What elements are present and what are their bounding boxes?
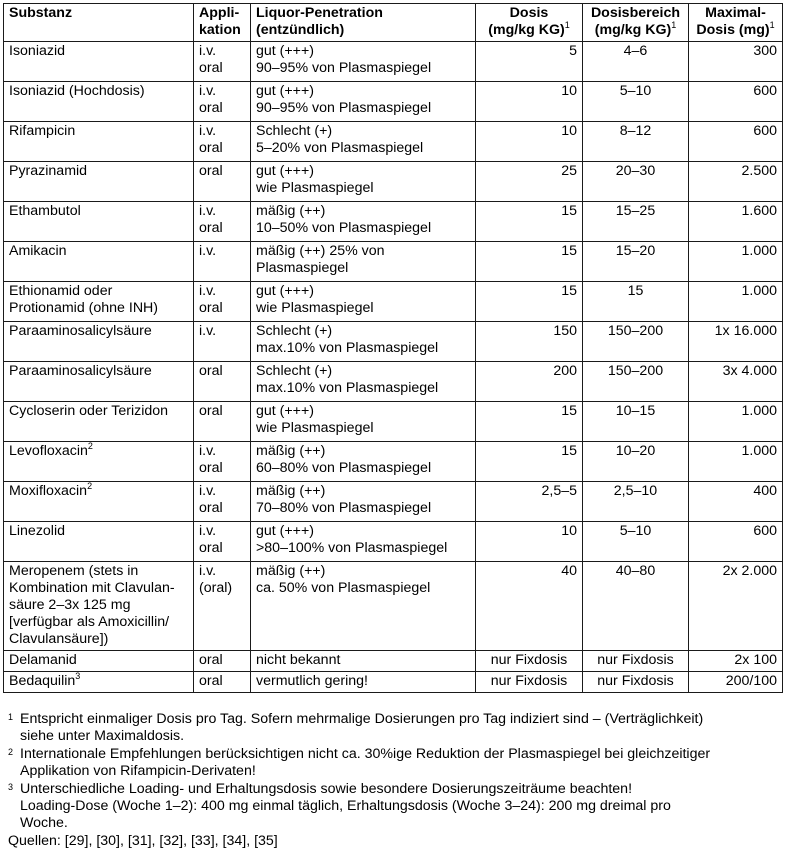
cell-applikation: i.v. <box>194 322 251 362</box>
cell-dosis: 15 <box>476 442 583 482</box>
cell-liquor-penetration: gut (+++) >80–100% von Plasmaspiegel <box>251 522 476 562</box>
cell-substanz: Amikacin <box>4 242 194 282</box>
cell-dosisbereich: 10–20 <box>583 442 689 482</box>
cell-substanz: Meropenem (stets in Kombination mit Clavulan- säure 2–3x 125 mg [verfügbar als Amoxicillin/ Clavulansäure]) <box>4 562 194 651</box>
cell-dosis: 10 <box>476 122 583 162</box>
cell-applikation: i.v. oral <box>194 82 251 122</box>
sources-line: Quellen: [29], [30], [31], [32], [33], [34], [35] <box>8 833 278 849</box>
table-row <box>4 82 783 122</box>
cell-dosisbereich: 5–10 <box>583 82 689 122</box>
cell-liquor-penetration: nicht bekannt <box>251 651 476 672</box>
table-row <box>4 651 783 672</box>
cell-applikation: i.v. <box>194 242 251 282</box>
footnote-ref: 1 <box>564 20 570 30</box>
cell-dosisbereich: 2,5–10 <box>583 482 689 522</box>
cell-liquor-penetration: gut (+++) 90–95% von Plasmaspiegel <box>251 42 476 82</box>
footnote-ref: 1 <box>671 20 677 30</box>
header-dosisbereich: Dosisbereich (mg/kg KG)$^1$ <box>583 4 689 42</box>
table-row <box>4 362 783 402</box>
cell-applikation: i.v. oral <box>194 42 251 82</box>
dosage-table <box>3 3 783 693</box>
cell-dosis: nur Fixdosis <box>476 651 583 672</box>
table-row <box>4 42 783 82</box>
cell-dosis: 15 <box>476 282 583 322</box>
cell-liquor-penetration: Schlecht (+) max.10% von Plasmaspiegel <box>251 322 476 362</box>
cell-substanz: Isoniazid <box>4 42 194 82</box>
cell-applikation: oral <box>194 651 251 672</box>
cell-applikation: i.v. oral <box>194 482 251 522</box>
footnote-ref: 1 <box>769 20 775 30</box>
cell-substanz: Ethionamid oder Protionamid (ohne INH) <box>4 282 194 322</box>
table-row <box>4 322 783 362</box>
cell-dosisbereich: 20–30 <box>583 162 689 202</box>
cell-substanz: Paraaminosalicylsäure <box>4 322 194 362</box>
cell-dosis: 2,5–5 <box>476 482 583 522</box>
cell-dosisbereich: 40–80 <box>583 562 689 651</box>
table-row <box>4 282 783 322</box>
cell-dosisbereich: 5–10 <box>583 522 689 562</box>
cell-substanz: Cycloserin oder Terizidon <box>4 402 194 442</box>
footnote: 2 Internationale Empfehlungen berücksichtigen nicht ca. 30%ige Reduktion der Plasmaspiegel bei gleichzeitiger Applikation von Rifampicin-Derivaten! <box>8 746 711 779</box>
header-liquor-penetration: Liquor-Penetration (entzündlich) <box>251 4 476 42</box>
header-substanz: Substanz <box>4 4 194 42</box>
cell-liquor-penetration: gut (+++) wie Plasmaspiegel <box>251 282 476 322</box>
cell-liquor-penetration: gut (+++) 90–95% von Plasmaspiegel <box>251 82 476 122</box>
cell-applikation: i.v. oral <box>194 442 251 482</box>
cell-maximaldosis: 600 <box>689 522 783 562</box>
table-row <box>4 242 783 282</box>
cell-liquor-penetration: mäßig (++) 70–80% von Plasmaspiegel <box>251 482 476 522</box>
header-applikation: Appli- kation <box>194 4 251 42</box>
table-row <box>4 162 783 202</box>
cell-dosis: 200 <box>476 362 583 402</box>
cell-applikation: i.v. oral <box>194 202 251 242</box>
cell-dosis: 40 <box>476 562 583 651</box>
cell-dosis: 15 <box>476 202 583 242</box>
table-row <box>4 562 783 651</box>
header-dosis: Dosis (mg/kg KG)$^1$ <box>476 4 583 42</box>
table-row <box>4 442 783 482</box>
cell-liquor-penetration: gut (+++) wie Plasmaspiegel <box>251 402 476 442</box>
footnotes <box>8 711 778 850</box>
cell-maximaldosis: 1.000 <box>689 402 783 442</box>
cell-maximaldosis: 3x 4.000 <box>689 362 783 402</box>
cell-liquor-penetration: Schlecht (+) 5–20% von Plasmaspiegel <box>251 122 476 162</box>
cell-maximaldosis: 2x 100 <box>689 651 783 672</box>
cell-liquor-penetration: mäßig (++) 60–80% von Plasmaspiegel <box>251 442 476 482</box>
cell-maximaldosis: 2x 2.000 <box>689 562 783 651</box>
cell-dosis: 15 <box>476 402 583 442</box>
cell-substanz: Pyrazinamid <box>4 162 194 202</box>
cell-dosisbereich: 8–12 <box>583 122 689 162</box>
cell-substanz: Ethambutol <box>4 202 194 242</box>
cell-dosisbereich: 4–6 <box>583 42 689 82</box>
cell-dosis: nur Fixdosis <box>476 672 583 693</box>
cell-dosis: 15 <box>476 242 583 282</box>
cell-dosis: 10 <box>476 522 583 562</box>
cell-liquor-penetration: gut (+++) wie Plasmaspiegel <box>251 162 476 202</box>
cell-maximaldosis: 2.500 <box>689 162 783 202</box>
cell-dosis: 150 <box>476 322 583 362</box>
cell-dosis: 10 <box>476 82 583 122</box>
footnote-ref: 3 <box>75 671 81 681</box>
cell-applikation: oral <box>194 402 251 442</box>
cell-substanz: Levofloxacin$^2$ <box>4 442 194 482</box>
cell-liquor-penetration: mäßig (++) 25% von Plasmaspiegel <box>251 242 476 282</box>
cell-maximaldosis: 1.000 <box>689 282 783 322</box>
cell-maximaldosis: 1x 16.000 <box>689 322 783 362</box>
cell-substanz: Moxifloxacin$^2$ <box>4 482 194 522</box>
cell-maximaldosis: 1.000 <box>689 442 783 482</box>
cell-dosisbereich: 10–15 <box>583 402 689 442</box>
header-maximaldosis: Maximal- Dosis (mg)$^1$ <box>689 4 783 42</box>
cell-substanz: Delamanid <box>4 651 194 672</box>
cell-maximaldosis: 1.600 <box>689 202 783 242</box>
cell-applikation: i.v. oral <box>194 122 251 162</box>
cell-dosis: 25 <box>476 162 583 202</box>
cell-liquor-penetration: mäßig (++) 10–50% von Plasmaspiegel <box>251 202 476 242</box>
footnote-ref: 2 <box>87 441 93 451</box>
footnote: 3 Unterschiedliche Loading- und Erhaltungsdosis sowie besondere Dosierungszeiträume beachten! Loading-Dose (Woche 1–2): 400 mg einmal täglich, Erhaltungsdosis (Woche 3–24): 200 mg dreimal pro Woche. <box>8 781 671 831</box>
cell-liquor-penetration: vermutlich gering! <box>251 672 476 693</box>
cell-applikation: oral <box>194 362 251 402</box>
cell-applikation: oral <box>194 672 251 693</box>
table-row <box>4 672 783 693</box>
cell-dosisbereich: nur Fixdosis <box>583 651 689 672</box>
footnote: 1 Entspricht einmaliger Dosis pro Tag. Sofern mehrmalige Dosierungen pro Tag indiziert sind – (Verträglichkeit) siehe unter Maximaldosis. <box>8 711 704 744</box>
cell-applikation: i.v. oral <box>194 282 251 322</box>
cell-dosisbereich: 150–200 <box>583 322 689 362</box>
footnote-ref: 2 <box>87 481 93 491</box>
table-row <box>4 522 783 562</box>
cell-dosisbereich: 15–20 <box>583 242 689 282</box>
cell-substanz: Isoniazid (Hochdosis) <box>4 82 194 122</box>
cell-substanz: Paraaminosalicylsäure <box>4 362 194 402</box>
cell-substanz: Rifampicin <box>4 122 194 162</box>
cell-maximaldosis: 600 <box>689 122 783 162</box>
table-row <box>4 202 783 242</box>
table-header-row <box>4 4 783 42</box>
cell-applikation: i.v. (oral) <box>194 562 251 651</box>
cell-maximaldosis: 300 <box>689 42 783 82</box>
cell-liquor-penetration: Schlecht (+) max.10% von Plasmaspiegel <box>251 362 476 402</box>
cell-applikation: i.v. oral <box>194 522 251 562</box>
cell-maximaldosis: 1.000 <box>689 242 783 282</box>
table-row <box>4 482 783 522</box>
cell-maximaldosis: 200/100 <box>689 672 783 693</box>
cell-dosisbereich: 150–200 <box>583 362 689 402</box>
cell-maximaldosis: 600 <box>689 82 783 122</box>
cell-dosisbereich: nur Fixdosis <box>583 672 689 693</box>
cell-substanz: Linezolid <box>4 522 194 562</box>
cell-liquor-penetration: mäßig (++) ca. 50% von Plasmaspiegel <box>251 562 476 651</box>
cell-dosisbereich: 15 <box>583 282 689 322</box>
cell-substanz: Bedaquilin$^3$ <box>4 672 194 693</box>
cell-dosisbereich: 15–25 <box>583 202 689 242</box>
cell-dosis: 5 <box>476 42 583 82</box>
cell-applikation: oral <box>194 162 251 202</box>
cell-maximaldosis: 400 <box>689 482 783 522</box>
table-row <box>4 402 783 442</box>
table-row <box>4 122 783 162</box>
